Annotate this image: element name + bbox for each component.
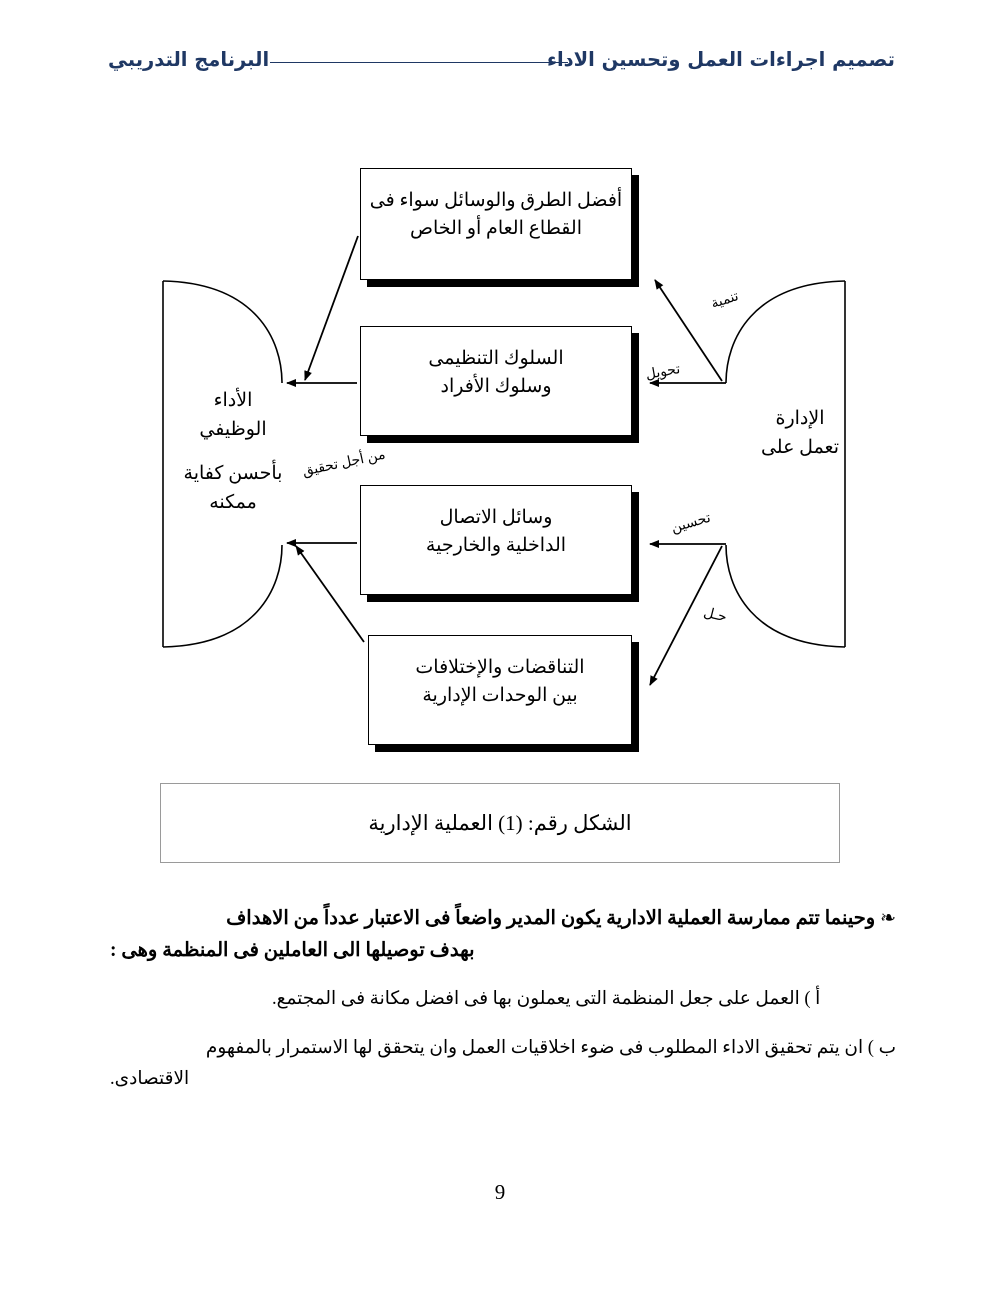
list-item-b-line-2: الاقتصادى. bbox=[110, 1069, 190, 1090]
administrative-process-diagram bbox=[0, 140, 1000, 780]
header-program-title: البرنامج التدريبي bbox=[108, 48, 270, 71]
page-number: 9 bbox=[494, 1180, 506, 1204]
right-bracket-shape bbox=[726, 281, 845, 647]
diagram-box-contradictions-text: التناقضات والإختلافات بين الوحدات الإدارية bbox=[415, 657, 585, 706]
header-divider-rule bbox=[270, 62, 568, 63]
arrow-box1-to-left bbox=[305, 236, 358, 380]
diagram-label-best-efficiency bbox=[172, 460, 294, 517]
diagram-label-solution: حـل bbox=[701, 605, 729, 626]
diagram-box-best-methods bbox=[360, 168, 632, 280]
management-line-2: تعمل على bbox=[760, 436, 840, 458]
list-item-b bbox=[110, 1033, 896, 1095]
intro-paragraph-line-2: بهدف توصيلها الى العاملين فى المنظمة وهى : bbox=[110, 939, 475, 961]
header-course-title: تصميم اجراءات العمل وتحسين الاداء bbox=[546, 48, 895, 71]
diagram-box-contradictions bbox=[368, 635, 632, 745]
job-performance-line-1: الأداء bbox=[213, 390, 253, 411]
diagram-box-best-methods-text: أفضل الطرق والوسائل سواء فى القطاع العام أو الخاص bbox=[369, 190, 623, 239]
intro-paragraph-line-1: وحينما تتم ممارسة العملية الادارية يكون المدير واضعاً فى الاعتبار عدداً من الاهداف bbox=[226, 908, 876, 929]
arrow-box4-to-left bbox=[296, 546, 364, 642]
diagram-box-organizational-behavior bbox=[360, 326, 632, 436]
diagram-label-management-works-on bbox=[752, 405, 848, 462]
bookmark-arrow-icon: ❧ bbox=[880, 907, 896, 929]
page-header bbox=[0, 48, 1000, 94]
diagram-label-transformation: تحويل bbox=[644, 362, 682, 383]
list-item-b-line-1: ب ) ان يتم تحقيق الاداء المطلوب فى ضوء اخلاقيات العمل وان يتحقق لها الاستمرار بالمفهوم bbox=[205, 1038, 896, 1058]
diagram-box-communication-means-text: وسائل الاتصال الداخلية والخارجية bbox=[425, 507, 567, 556]
diagram-label-improvement: تحسين bbox=[669, 510, 713, 537]
diagram-label-in-order-to-achieve: من أجل تحقيق bbox=[301, 447, 387, 480]
list-item-a: أ ) العمل على جعل المنظمة التى يعملون بها فى افضل مكانة فى المجتمع. bbox=[272, 989, 821, 1009]
intro-paragraph bbox=[110, 903, 896, 966]
figure-caption-box bbox=[160, 783, 840, 863]
diagram-box-communication-means bbox=[360, 485, 632, 595]
diagram-box-organizational-behavior-text: السلوك التنظيمى وسلوك الأفراد bbox=[428, 348, 564, 397]
management-line-1: الإدارة bbox=[775, 408, 825, 429]
best-efficiency-line-1: بأحسن كفاية bbox=[183, 463, 283, 484]
job-performance-line-2: الوظيفي bbox=[199, 418, 267, 440]
diagram-label-job-performance bbox=[178, 387, 288, 444]
figure-caption-text: الشكل رقم: (1) العملية الإدارية bbox=[368, 810, 632, 835]
best-efficiency-line-2: ممكنه bbox=[209, 491, 257, 513]
diagram-label-development: تنمية bbox=[709, 289, 741, 312]
